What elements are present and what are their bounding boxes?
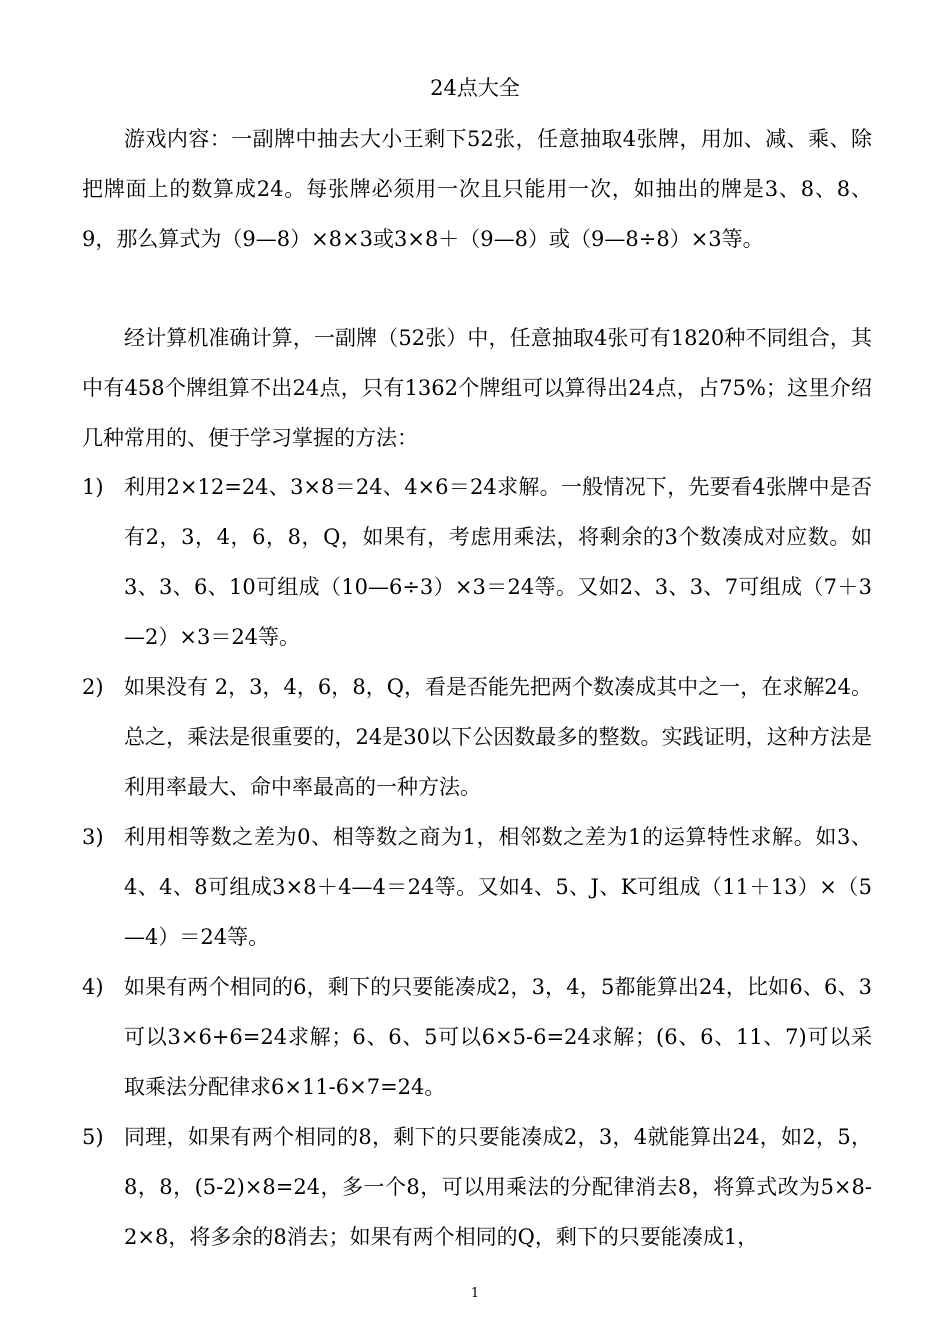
list-text: 利用2×12=24、3×8＝24、4×6＝24求解。一般情况下，先要看4张牌中是否有2，3，4，6，8，Q，如果有，考虑用乘法，将剩余的3个数凑成对应数。如3、3、6、10可组成（10—6÷3）×3＝24等。又如2、3、3、7可组成（7＋3—2）×3＝24等。 bbox=[124, 475, 872, 649]
list-number: 1) bbox=[82, 475, 104, 499]
statistics-paragraph: 经计算机准确计算，一副牌（52张）中，任意抽取4张可有1820种不同组合，其中有458个牌组算不出24点，只有1362个牌组可以算得出24点，占75%；这里介绍几种常用的、便于学习掌握的方法： bbox=[82, 326, 872, 450]
method-item-4 bbox=[82, 962, 872, 1112]
method-item-3 bbox=[82, 812, 872, 962]
list-text: 如果有两个相同的6，剩下的只要能凑成2，3，4，5都能算出24，比如6、6、3可以3×6+6=24求解；6、6、5可以6×5-6=24求解；(6、6、11、7)可以采取乘法分配律求6×11-6×7=24。 bbox=[124, 975, 872, 1099]
method-item-2 bbox=[82, 662, 872, 812]
document-title: 24点大全 bbox=[430, 76, 520, 100]
list-text: 如果没有 2，3，4，6，8，Q，看是否能先把两个数凑成其中之一，在求解24。总之，乘法是很重要的，24是30以下公因数最多的整数。实践证明，这种方法是利用率最大、命中率最高的一种方法。 bbox=[124, 675, 872, 799]
intro-paragraph: 游戏内容：一副牌中抽去大小王剩下52张，任意抽取4张牌，用加、减、乘、除把牌面上的数算成24。每张牌必须用一次且只能用一次，如抽出的牌是3、8、8、9，那么算式为（9—8）×8×3或3×8＋（9—8）或（9—8÷8）×3等。 bbox=[82, 127, 872, 251]
list-text: 同理，如果有两个相同的8，剩下的只要能凑成2，3，4就能算出24，如2，5，8，8，(5-2)×8=24，多一个8，可以用乘法的分配律消去8，将算式改为5×8-2×8，将多余的8消去；如果有两个相同的Q，剩下的只要能凑成1， bbox=[124, 1125, 872, 1249]
list-text: 利用相等数之差为0、相等数之商为1，相邻数之差为1的运算特性求解。如3、4、4、8可组成3×8＋4—4＝24等。又如4、5、J、K可组成（11＋13）×（5—4）＝24等。 bbox=[124, 825, 872, 949]
list-number: 2) bbox=[82, 675, 104, 699]
method-list bbox=[82, 462, 872, 1262]
method-item-5 bbox=[82, 1112, 872, 1262]
list-number: 4) bbox=[82, 975, 104, 999]
page-number: 1 bbox=[470, 1286, 480, 1301]
list-number: 5) bbox=[82, 1125, 104, 1149]
list-number: 3) bbox=[82, 825, 104, 849]
method-item-1 bbox=[82, 462, 872, 662]
